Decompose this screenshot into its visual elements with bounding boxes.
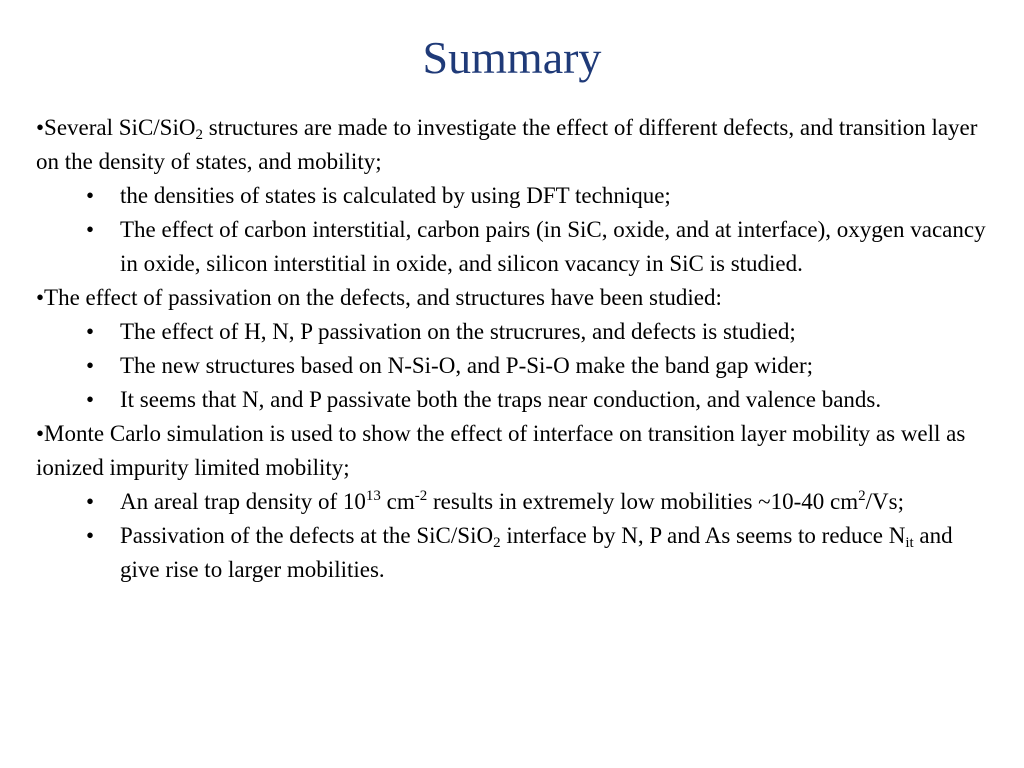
bullet-marker: • xyxy=(86,489,95,514)
bullet-text: The effect of carbon interstitial, carbon pairs (in SiC, oxide, and at interface), oxygen vacancy in oxide, silicon interstitial in oxide, and silicon vacancy in SiC is studied. xyxy=(120,217,986,276)
bullet-text: The new structures based on N-Si-O, and P-Si-O make the band gap wider; xyxy=(120,353,814,378)
bullet-text: the densities of states is calculated by using DFT technique; xyxy=(120,183,671,208)
bullet-text: structures are made to investigate the effect of different defects, and transition layer on the density of states, and mobility; xyxy=(36,115,978,174)
slide-title: Summary xyxy=(422,32,602,83)
bullet-item xyxy=(36,111,986,179)
bullet-item xyxy=(36,281,986,315)
bullet-text: •Several SiC/SiO xyxy=(36,115,196,140)
subscript: 2 xyxy=(493,535,501,551)
bullet-text: •The effect of passivation on the defects, and structures have been studied: xyxy=(36,285,722,310)
bullet-text: Passivation of the defects at the SiC/SiO xyxy=(120,523,494,548)
sub-bullet-item xyxy=(36,213,986,281)
superscript: 2 xyxy=(858,488,866,504)
bullet-item xyxy=(36,417,986,485)
sub-bullet-item xyxy=(36,179,986,213)
bullet-text: /Vs; xyxy=(865,489,904,514)
bullet-text: and give rise to larger mobilities. xyxy=(120,523,953,582)
bullet-marker: • xyxy=(86,353,95,378)
sub-bullet-item xyxy=(36,519,986,587)
subscript: 2 xyxy=(195,127,203,143)
sub-bullet-item xyxy=(36,485,986,519)
sub-bullet-item xyxy=(36,315,986,349)
bullet-text: The effect of H, N, P passivation on the strucrures, and defects is studied; xyxy=(120,319,796,344)
bullet-marker: • xyxy=(86,523,95,548)
sub-bullet-item xyxy=(36,383,986,417)
bullet-text: interface by N, P and As seems to reduce N xyxy=(500,523,906,548)
bullet-marker: • xyxy=(86,387,95,412)
superscript: -2 xyxy=(414,488,428,504)
bullet-text: cm xyxy=(380,489,415,514)
bullet-marker: • xyxy=(86,183,95,208)
bullet-text: results in extremely low mobilities ~10-40 cm xyxy=(427,489,859,514)
bullet-text: An areal trap density of 10 xyxy=(120,489,366,514)
subscript: it xyxy=(905,535,914,551)
bullet-marker: • xyxy=(86,217,95,242)
bullet-marker: • xyxy=(86,319,95,344)
superscript: 13 xyxy=(365,488,381,504)
bullet-text: •Monte Carlo simulation is used to show the effect of interface on transition layer mobility as well as ionized impurity limited mobility; xyxy=(36,421,966,480)
bullet-text: It seems that N, and P passivate both the traps near conduction, and valence bands. xyxy=(120,387,882,412)
sub-bullet-item xyxy=(36,349,986,383)
slide-body xyxy=(36,111,986,587)
